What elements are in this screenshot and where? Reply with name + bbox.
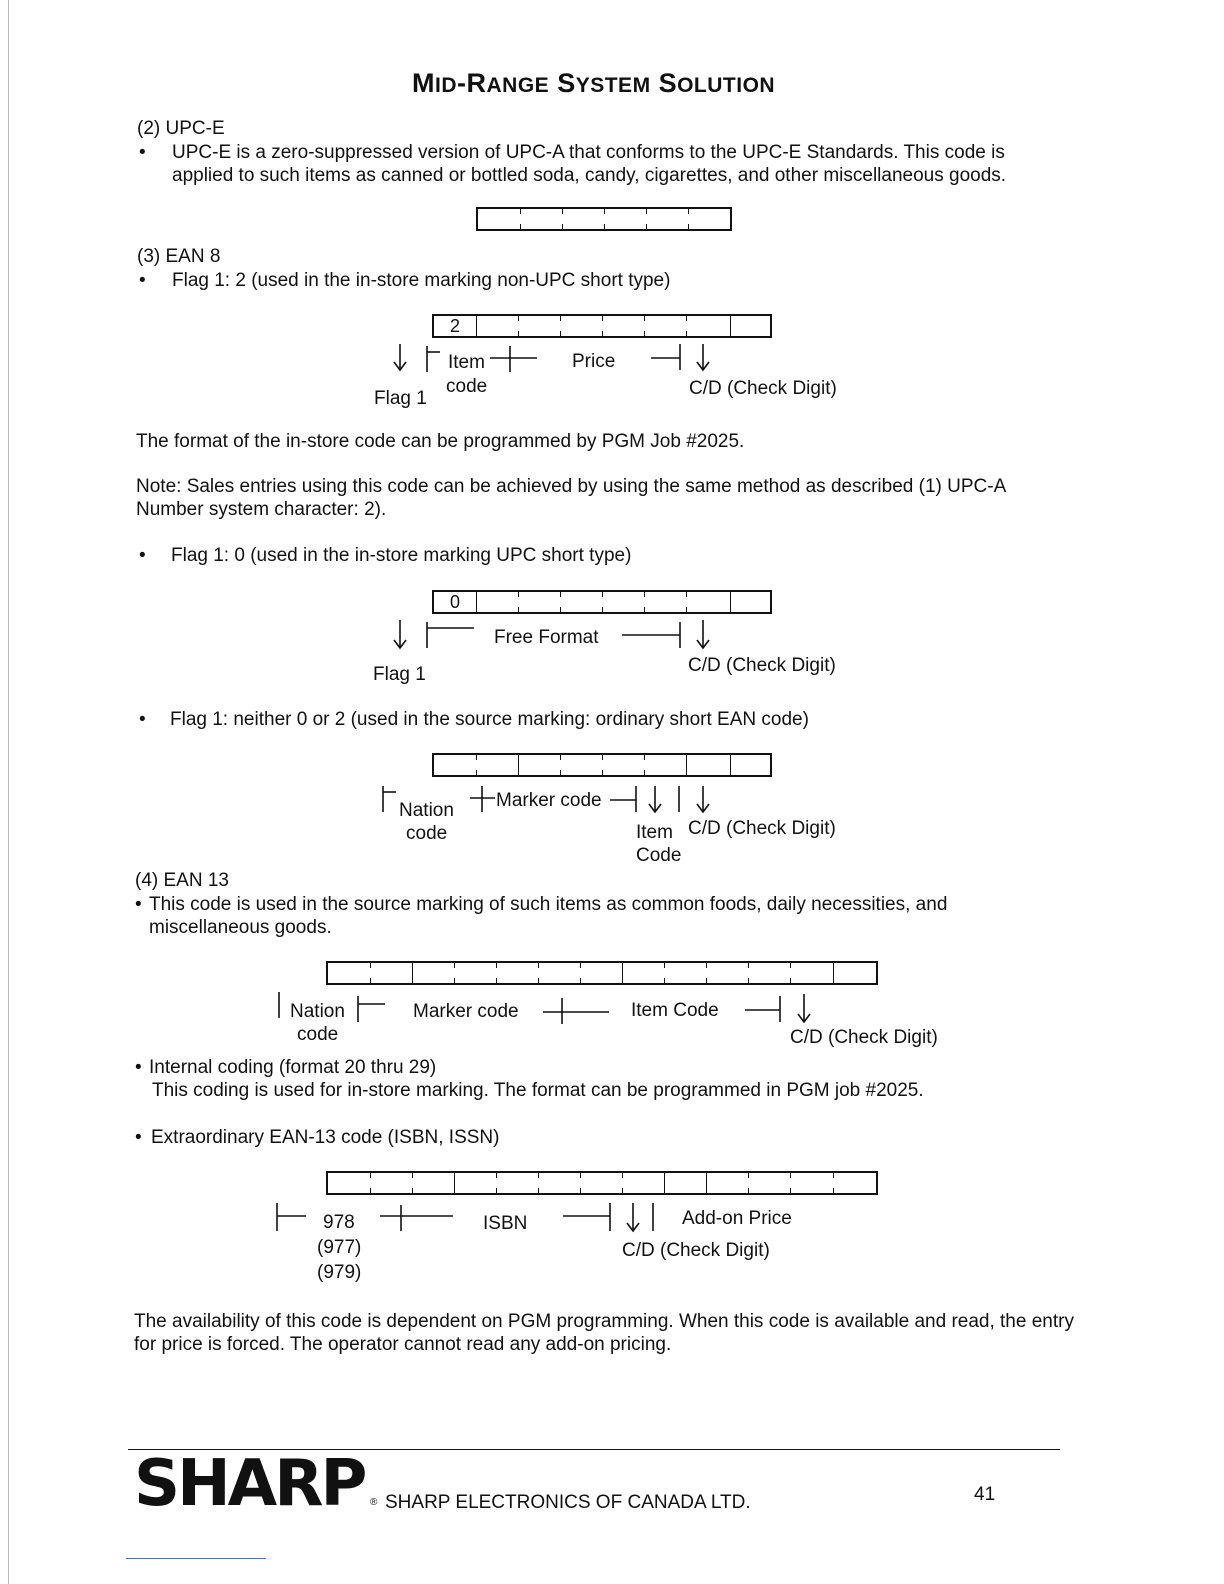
prefix-978: 978 (323, 1212, 355, 1233)
check-digit-label: C/D (Check Digit) (790, 1027, 938, 1048)
nation-label: Nation (290, 1001, 345, 1022)
addon-price-label: Add-on Price (682, 1208, 792, 1229)
ean13-diagram1-marks (279, 992, 810, 1024)
bullet: • (139, 709, 146, 730)
availability-text: The availability of this code is dependent on PGM programming. When this code is available and read, the entry for price is forced. The operator cannot read any add-on pricing. (134, 1311, 1074, 1355)
item-code-label: code (446, 376, 488, 397)
internal-heading: Internal coding (format 20 thru 29) (149, 1057, 437, 1078)
ean8-flag2-text: Flag 1: 2 (used in the in-store marking non-UPC short type) (172, 270, 671, 291)
registered-mark: ® (370, 1497, 378, 1508)
bottom-link-rule (126, 1558, 266, 1559)
ean8-flag0-text: Flag 1: 0 (used in the in-store marking UPC short type) (171, 545, 632, 566)
check-digit-label: C/D (Check Digit) (688, 655, 836, 676)
bullet: • (139, 142, 146, 163)
nation-label: Nation (399, 800, 454, 821)
marker-code-label: Marker code (413, 1001, 519, 1022)
item-label: Item (448, 352, 485, 373)
page-number: 41 (974, 1484, 996, 1505)
sharp-logo: SHARP (134, 1447, 365, 1521)
free-format-label: Free Format (494, 627, 599, 648)
bullet: • (135, 1127, 142, 1148)
item-code-label: Code (636, 845, 682, 866)
internal-text: This coding is used for in-store marking. The format can be programmed in PGM job #2025. (152, 1080, 924, 1101)
flag-label: Flag 1 (374, 388, 427, 409)
ean13-heading: (4) EAN 13 (135, 870, 229, 891)
bullet: • (135, 894, 142, 915)
page-title: MID-RANGE SYSTEM SOLUTION (412, 68, 776, 98)
bullet: • (139, 270, 146, 291)
item-label: Item (636, 822, 673, 843)
bullet: • (139, 545, 146, 566)
marker-code-label: Marker code (496, 790, 602, 811)
ean8-diagram2-marks (394, 620, 709, 648)
note-text: Note: Sales entries using this code can be achieved by using the same method as described (1) UPC-A Number system character: 2). (136, 476, 1006, 520)
item-code-label: Item Code (631, 1000, 719, 1021)
nation-code-label: code (297, 1024, 339, 1045)
isbn-diagram-marks (277, 1203, 653, 1231)
prefix-979: (979) (317, 1262, 362, 1283)
price-label: Price (572, 351, 616, 372)
ean8-diagram3-marks (383, 786, 709, 812)
ean8-heading: (3) EAN 8 (137, 246, 221, 267)
isbn-label: ISBN (483, 1213, 528, 1234)
format-text: The format of the in-store code can be programmed by PGM Job #2025. (136, 431, 745, 452)
ean13-description: This code is used in the source marking of such items as common foods, daily necessities, and miscellaneous goods. (149, 894, 948, 938)
ean8-diagram1-marks (394, 344, 709, 372)
upce-heading: (2) UPC-E (137, 118, 225, 139)
ean8-flagn-text: Flag 1: neither 0 or 2 (used in the source marking: ordinary short EAN code) (170, 709, 809, 730)
flag-digit: 0 (449, 591, 460, 612)
prefix-977: (977) (317, 1237, 362, 1258)
company-name: SHARP ELECTRONICS OF CANADA LTD. (385, 1492, 751, 1513)
check-digit-label: C/D (Check Digit) (689, 378, 837, 399)
flag-digit: 2 (449, 315, 460, 336)
bullet: • (135, 1057, 142, 1078)
check-digit-label: C/D (Check Digit) (622, 1240, 770, 1261)
nation-code-label: code (406, 823, 448, 844)
upce-description: UPC-E is a zero-suppressed version of UPC-A that conforms to the UPC-E Standards. This code is applied to such items as canned or bottled soda, candy, cigarettes, and other miscellaneous goods. (172, 142, 1007, 186)
check-digit-label: C/D (Check Digit) (688, 818, 836, 839)
extraordinary-heading: Extraordinary EAN-13 code (ISBN, ISSN) (151, 1127, 500, 1148)
flag-label: Flag 1 (373, 664, 426, 685)
